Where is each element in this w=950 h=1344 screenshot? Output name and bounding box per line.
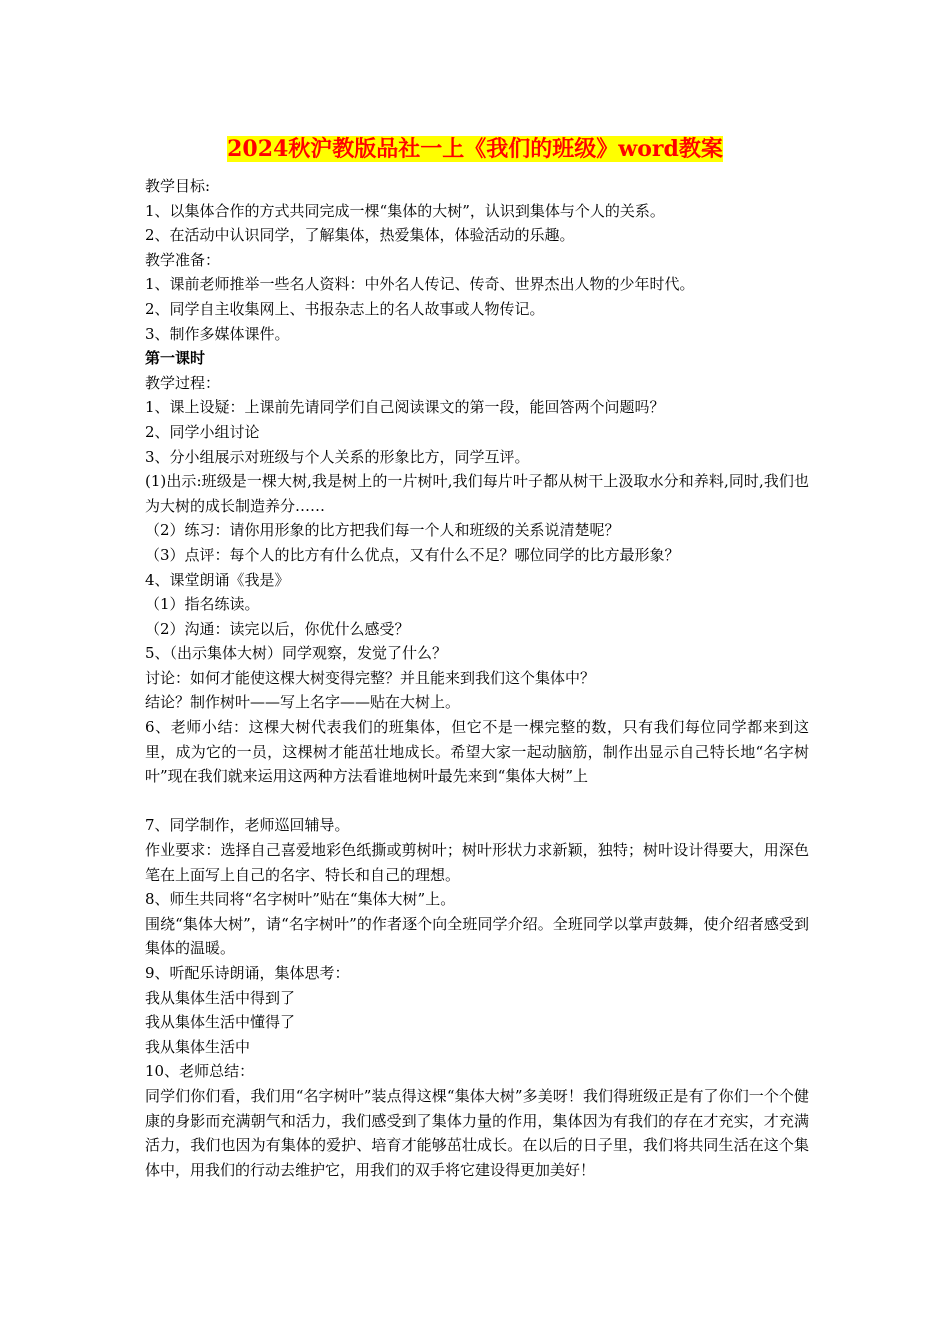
teacher-summary-paragraph: 6、老师小结：这棵大树代表我们的班集体，但它不是一棵完整的数，只有我们每位同学都来到这里，成为它的一员，这棵树才能茁壮地成长。希望大家一起动脑筋，制作出显示自己特长地“名字树叶”现在我们就来运用这两种方法看谁地树叶最先来到“集体大树”上	[145, 718, 809, 786]
process-step: 7、同学制作，老师巡回辅导。	[145, 816, 350, 835]
closing-paragraph: 同学们你们看，我们用“名字树叶”装点得这棵“集体大树”多美呀！我们得班级正是有了你们一个个健康的身影而充满朝气和活力，我们感受到了集体力量的作用，集体因为有我们的存在才充实，才充满活力，我们也因为有集体的爱护、培育才能够茁壮成长。在以后的日子里，我们将共同生活在这个集体中，用我们的行动去维护它，用我们的双手将它建设得更加美好！	[145, 1086, 809, 1179]
objective-item: 1、以集体合作的方式共同完成一棵“集体的大树”，认识到集体与个人的关系。	[145, 201, 665, 220]
objective-item: 2、在活动中认识同学，了解集体，热爱集体，体验活动的乐趣。	[145, 226, 575, 245]
process-step: 5、（出示集体大树）同学观察，发觉了什么？	[145, 644, 448, 663]
introduction-paragraph: 围绕“集体大树”，请“名字树叶”的作者逐个向全班同学介绍。全班同学以掌声鼓舞，使介绍者感受到集体的温暖。	[145, 914, 809, 958]
process-step: 9、听配乐诗朗诵，集体思考：	[145, 964, 350, 982]
section-heading-process: 教学过程：	[145, 373, 221, 392]
process-step: 3、分小组展示对班级与个人关系的形象比方，同学互评。	[145, 447, 530, 466]
document-body	[145, 174, 809, 1182]
poem-line: 我从集体生活中得到了	[145, 988, 296, 1007]
document-title	[0, 133, 950, 165]
conclusion-line: 结论？制作树叶——写上名字——贴在大树上。	[145, 693, 461, 712]
process-sub-step: （1）指名练读。	[145, 595, 260, 614]
poem-line: 我从集体生活中	[145, 1037, 251, 1056]
lesson-heading: 第一课时	[145, 349, 206, 368]
discussion-line: 讨论：如何才能使这棵大树变得完整？并且能来到我们这个集体中？	[145, 668, 596, 687]
document-title-text: 2024秋沪教版品社一上《我们的班级》word教案	[227, 136, 723, 162]
section-heading-preparation: 教学准备：	[145, 250, 221, 269]
preparation-item: 1、课前老师推举一些名人资料：中外名人传记、传奇、世界杰出人物的少年时代。	[145, 275, 695, 294]
process-sub-step: （3）点评：每个人的比方有什么优点，又有什么不足？哪位同学的比方最形象？	[145, 545, 680, 564]
section-heading-objectives: 教学目标:	[145, 177, 211, 195]
blank-line	[145, 789, 809, 814]
poem-line: 我从集体生活中懂得了	[145, 1013, 296, 1032]
process-step: 1、课上设疑：上课前先请同学们自己阅读课文的第一段，能回答两个问题吗？	[145, 398, 665, 417]
homework-paragraph: 作业要求：选择自己喜爱地彩色纸撕或剪树叶；树叶形状力求新颖，独特；树叶设计得要大，用深色笔在上面写上自己的名字、特长和自己的理想。	[145, 841, 809, 884]
process-paragraph: (1)出示:班级是一棵大树,我是树上的一片树叶,我们每片叶子都从树干上汲取水分和养料,同时,我们也为大树的成长制造养分……	[145, 472, 809, 515]
process-sub-step: （2）沟通：读完以后，你优什么感受？	[145, 619, 410, 638]
process-step: 2、同学小组讨论	[145, 422, 260, 441]
preparation-item: 3、制作多媒体课件。	[145, 324, 290, 343]
process-step: 10、老师总结：	[145, 1062, 255, 1081]
process-step: 4、课堂朗诵《我是》	[145, 570, 290, 589]
process-step: 8、师生共同将“名字树叶”贴在“集体大树”上。	[145, 890, 456, 909]
preparation-item: 2、同学自主收集网上、书报杂志上的名人故事或人物传记。	[145, 299, 545, 318]
process-sub-step: （2）练习：请你用形象的比方把我们每一个人和班级的关系说清楚呢？	[145, 521, 620, 540]
